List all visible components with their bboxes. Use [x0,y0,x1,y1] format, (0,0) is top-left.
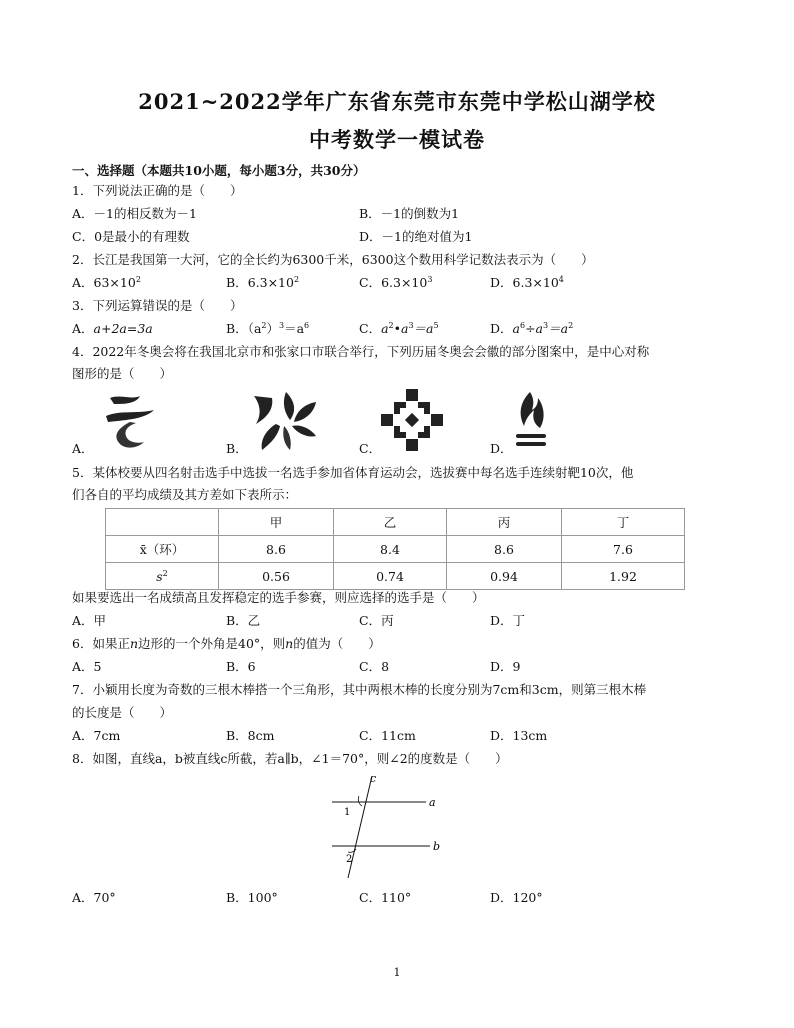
parallel-lines-figure [326,770,456,882]
exam-title-line2: 中考数学一模试卷 [309,127,485,152]
q4-option-a: A． [72,441,94,456]
table-cell: 1.92 [562,563,685,590]
q3-option-d: D．$a^6\div a^3=a^2$ [490,321,574,336]
label-c: c [370,772,377,785]
label-angle-1: 1 [344,807,351,818]
q6-option-d: D．9 [490,659,521,674]
q4-stem-line2: 图形的是（ ） [72,366,173,381]
q4-option-b: B． [226,441,248,456]
q1-option-d: D．－1的绝对值为1 [359,229,473,244]
q4-option-d: D． [490,441,513,456]
emblem-d-figure [508,388,554,452]
q7-option-b: B．8cm [226,728,275,743]
q5-option-d: D．丁 [490,613,526,628]
q1-option-b: B．－1的倒数为1 [359,206,460,221]
q3-option-c: C．$a^2•a^3=a^5$ [359,321,439,336]
emblem-c-figure [380,388,444,452]
q2-option-c: C．$6.3\times 10^3$ [359,275,433,290]
q8-option-a: A．70° [72,890,116,905]
q7-option-a: A．7cm [72,728,121,743]
q3-stem: 3．下列运算错误的是（ ） [72,298,243,313]
table-cell: 0.74 [334,563,447,590]
label-b: b [433,840,441,853]
table-cell: 0.94 [447,563,562,590]
q3-option-a: A．a+2a=3a [72,321,153,336]
q5-option-c: C．丙 [359,613,394,628]
table-header-cell [106,509,219,536]
table-header-cell: 丙 [447,509,562,536]
table-header-cell: 乙 [334,509,447,536]
q1-option-c: C．0是最小的有理数 [72,229,190,244]
table-header-row [106,509,685,536]
q6-option-c: C．8 [359,659,390,674]
q8-option-b: B．100° [226,890,278,905]
q2-option-a: A．$63\times 10^2$ [72,275,141,290]
table-row [106,536,685,563]
table-header-cell: 丁 [562,509,685,536]
exam-title-line1: 2021~2022学年广东省东莞市东莞中学松山湖学校 [138,89,656,114]
label-a: a [429,796,436,809]
q5-option-b: B．乙 [226,613,261,628]
q4-option-c: C． [359,441,382,456]
q5-data-table [105,508,685,590]
q5-stem-line1: 5．某体校要从四名射击选手中选拔一名选手参加省体育运动会，选拔赛中每名选手连续射靶10次，他 [72,465,634,480]
section-heading: 一、选择题（本题共10小题，每小题3分，共30分） [72,163,366,178]
angle-1-arc [358,796,362,806]
q5-stem-line3: 如果要选出一名成绩高且发挥稳定的选手参赛，则应选择的选手是（ ） [72,590,485,605]
q2-option-b: B．$6.3\times 10^2$ [226,275,300,290]
q5-option-a: A．甲 [72,613,107,628]
q8-stem: 8．如图，直线a，b被直线c所截，若a∥b，∠1＝70°，则∠2的度数是（ ） [72,751,508,766]
q7-option-d: D．13cm [490,728,548,743]
q6-option-a: A．5 [72,659,102,674]
q2-stem: 2．长江是我国第一大河，它的全长约为6300千米，6300这个数用科学记数法表示为（ ） [72,252,594,267]
q7-stem-line2: 的长度是（ ） [72,705,173,720]
q1-option-a: A．－1的相反数为－1 [72,206,197,221]
table-cell: 8.6 [219,536,334,563]
q7-option-c: C．11cm [359,728,416,743]
q2-option-d: D．$6.3\times 10^4$ [490,275,564,290]
page-number: 1 [393,966,401,979]
q8-option-c: C．110° [359,890,412,905]
table-row-label: x̄（环） [106,536,219,563]
q6-stem: 6．如果正n边形的一个外角是40°，则n的值为（ ） [72,636,381,651]
table-header-cell: 甲 [219,509,334,536]
q3-option-b: B．$(a^2)^3=a^6$ [226,321,310,336]
table-cell: 7.6 [562,536,685,563]
table-cell: 8.6 [447,536,562,563]
table-row-label: $s^2$ [106,563,219,590]
table-cell: 0.56 [219,563,334,590]
q8-option-d: D．120° [490,890,543,905]
table-row [106,563,685,590]
q7-stem-line1: 7．小颖用长度为奇数的三根木棒搭一个三角形，其中两根木棒的长度分别为7cm和3cm，则第三根木棒 [72,682,647,697]
table-cell: 8.4 [334,536,447,563]
q6-option-b: B．6 [226,659,256,674]
q1-stem: 1．下列说法正确的是（ ） [72,183,243,198]
q5-stem-line2: 们各自的平均成绩及其方差如下表所示： [72,487,298,502]
label-angle-2: 2 [346,854,353,865]
q4-stem-line1: 4．2022年冬奥会将在我国北京市和张家口市联合举行，下列历届冬奥会会徽的部分图案中，是中心对称 [72,344,650,359]
emblem-a-figure [96,390,158,454]
emblem-b-figure [246,390,320,454]
